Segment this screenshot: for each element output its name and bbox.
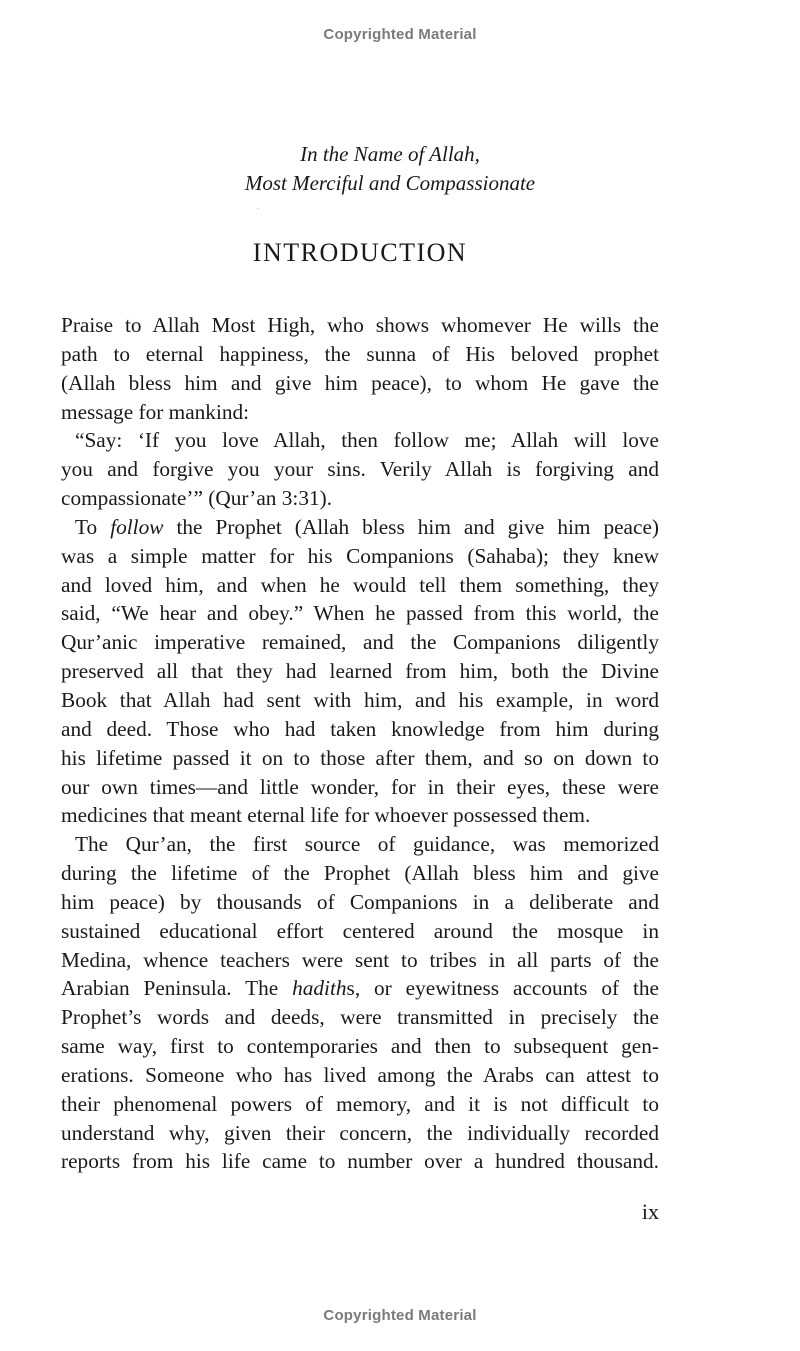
text-line xyxy=(61,513,659,542)
scan-speck xyxy=(257,208,259,209)
text-line: his lifetime passed it on to those after them, and so on down to xyxy=(61,745,659,770)
paragraph-4 xyxy=(61,830,659,1176)
text-line: Praise to Allah Most High, who shows whomever He wills the xyxy=(61,313,659,337)
text-line: erations. Someone who has lived among the Arabs can attest to xyxy=(61,1062,659,1087)
text-line: reports from his life came to number over a hundred thousand. xyxy=(61,1149,659,1174)
text-line: medicines that meant eternal life for whoever possessed them. xyxy=(61,803,591,828)
text-line: “Say: ‘If you love Allah, then follow me; Allah will love xyxy=(75,428,659,453)
copyright-watermark-top: Copyrighted Material xyxy=(323,26,477,43)
paragraph-3 xyxy=(61,513,659,830)
text-line: our own times—and little wonder, for in their eyes, these were xyxy=(61,774,659,799)
text-line: was a simple matter for his Companions (Sahaba); they knew xyxy=(61,543,659,568)
text-segment: Arabian Peninsula. The xyxy=(61,976,293,1001)
text-line: same way, first to contemporaries and then to subsequent gen- xyxy=(61,1034,659,1059)
text-line: path to eternal happiness, the sunna of His beloved prophet xyxy=(61,341,659,366)
paragraph-1 xyxy=(61,311,659,426)
text-line: message for mankind: xyxy=(61,399,250,424)
text-line: sustained educational effort centered around the mosque in xyxy=(61,918,659,943)
text-line: Medina, whence teachers were sent to tribes in all parts of the xyxy=(61,947,659,972)
text-line: you and forgive you your sins. Verily Allah is forgiving and xyxy=(61,457,659,482)
italic-emphasis: hadith xyxy=(292,976,347,1001)
text-line: their phenomenal powers of memory, and it is not difficult to xyxy=(61,1091,659,1116)
chapter-title: INTRODUCTION xyxy=(252,238,468,267)
text-segment: To xyxy=(75,514,111,539)
italic-emphasis: follow xyxy=(110,514,164,539)
text-line: during the lifetime of the Prophet (Allah bless him and give xyxy=(61,861,659,886)
text-line: compassionate’” (Qur’an 3:31). xyxy=(61,486,333,511)
text-line: and loved him, and when he would tell them something, they xyxy=(61,572,659,597)
text-line: understand why, given their concern, the individually recorded xyxy=(61,1120,659,1145)
invocation-line-2: Most Merciful and Compassionate xyxy=(244,171,536,195)
text-line: and deed. Those who had taken knowledge from him during xyxy=(61,716,659,741)
invocation-line-1: In the Name of Allah, xyxy=(300,142,480,166)
text-segment: the Prophet (Allah bless him and give him peace) xyxy=(163,514,660,539)
text-line: Qur’anic imperative remained, and the Companions diligently xyxy=(61,630,659,655)
body-text xyxy=(61,311,659,1176)
copyright-watermark-bottom: Copyrighted Material xyxy=(323,1307,477,1324)
text-line: Prophet’s words and deeds, were transmitted in precisely the xyxy=(61,1005,659,1030)
text-line: said, “We hear and obey.” When he passed from this world, the xyxy=(61,601,659,626)
text-line: preserved all that they had learned from him, both the Divine xyxy=(61,659,659,684)
text-line: The Qur’an, the first source of guidance, was memorized xyxy=(75,832,659,857)
paragraph-2-quote xyxy=(61,426,659,513)
text-segment: s, or eyewitness accounts of the xyxy=(346,976,659,1001)
text-line: him peace) by thousands of Companions in a deliberate and xyxy=(61,889,659,914)
text-line: (Allah bless him and give him peace), to whom He gave the xyxy=(61,370,659,395)
page-number: ix xyxy=(641,1199,659,1224)
text-line: Book that Allah had sent with him, and his example, in word xyxy=(61,687,659,712)
text-line xyxy=(61,974,659,1003)
